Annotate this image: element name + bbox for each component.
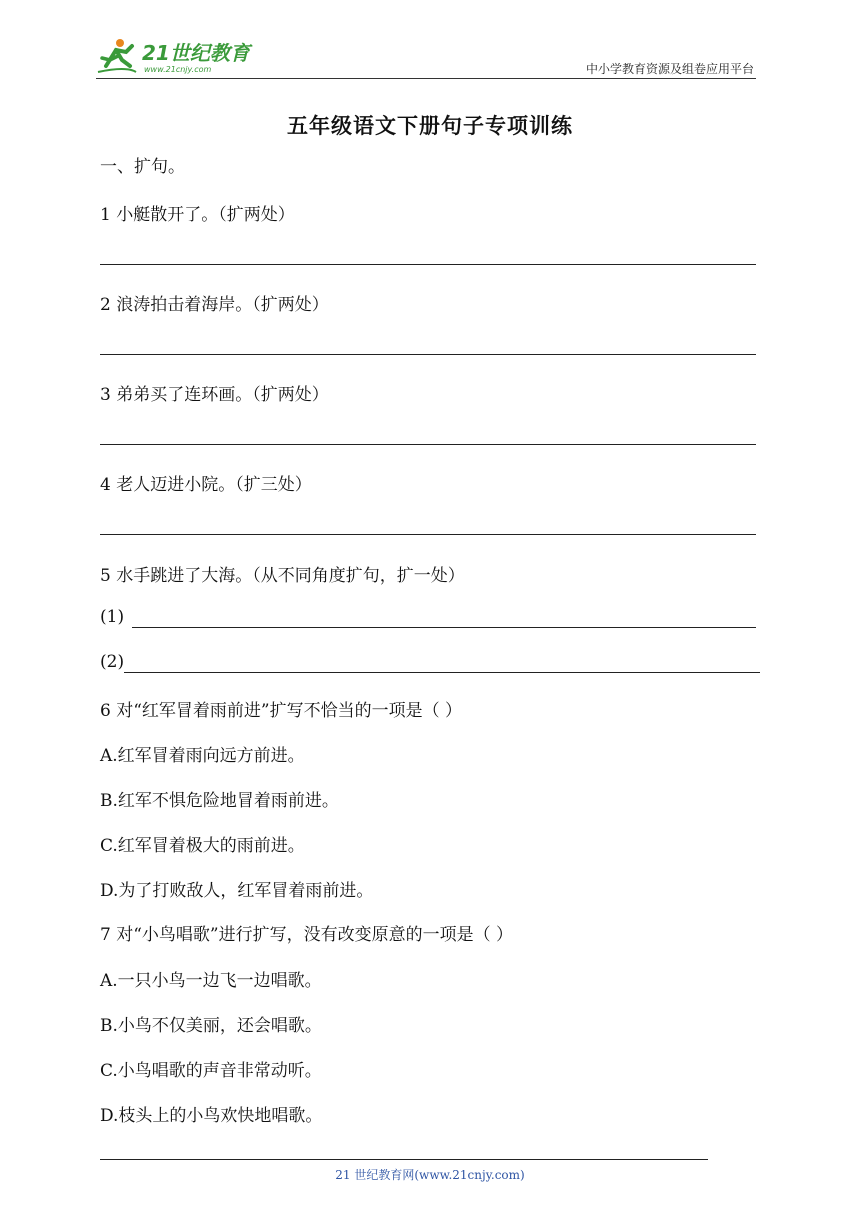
- question-1: 1 小艇散开了。（扩两处）: [100, 205, 295, 225]
- footer-source[interactable]: 21 世纪教育网(www.21cnjy.com): [335, 1168, 525, 1182]
- question-6-option-c[interactable]: C.红军冒着极大的雨前进。: [100, 836, 305, 856]
- question-6: 6 对“红军冒着雨前进”扩写不恰当的一项是（ ）: [100, 701, 463, 721]
- answer-line-4[interactable]: [100, 534, 756, 535]
- answer-line-2[interactable]: [100, 354, 756, 355]
- answer-line-5-2[interactable]: [124, 672, 760, 673]
- question-5-part-2-label: (2): [100, 652, 125, 672]
- section-heading: 一、扩句。: [100, 157, 185, 177]
- brand-logo: [96, 36, 256, 78]
- question-3: 3 弟弟买了连环画。（扩两处）: [100, 385, 329, 405]
- header-tagline: 中小学教育资源及组卷应用平台: [585, 62, 754, 76]
- header-divider: [96, 78, 756, 79]
- question-7-option-a[interactable]: A.一只小鸟一边飞一边唱歌。: [100, 971, 322, 991]
- svg-text:www.21cnjy.com: www.21cnjy.com: [144, 65, 212, 74]
- question-2: 2 浪涛拍击着海岸。（扩两处）: [100, 295, 329, 315]
- question-7-option-c[interactable]: C.小鸟唱歌的声音非常动听。: [100, 1061, 322, 1081]
- question-7: 7 对“小鸟唱歌”进行扩写，没有改变原意的一项是（ ）: [100, 925, 514, 945]
- footer-divider: [100, 1159, 708, 1160]
- answer-line-5-1[interactable]: [132, 627, 756, 628]
- question-6-option-d[interactable]: D.为了打败敌人，红军冒着雨前进。: [100, 881, 374, 901]
- answer-line-1[interactable]: [100, 264, 756, 265]
- page-title: 五年级语文下册句子专项训练: [287, 113, 573, 138]
- question-7-option-d[interactable]: D.枝头上的小鸟欢快地唱歌。: [100, 1106, 323, 1126]
- question-5: 5 水手跳进了大海。（从不同角度扩句，扩一处）: [100, 566, 465, 586]
- question-6-option-b[interactable]: B.红军不惧危险地冒着雨前进。: [100, 791, 339, 811]
- svg-text:21世纪教育: 21世纪教育: [142, 41, 250, 65]
- question-5-part-1-label: (1): [100, 607, 125, 627]
- question-6-option-a[interactable]: A.红军冒着雨向远方前进。: [100, 746, 305, 766]
- question-7-option-b[interactable]: B.小鸟不仅美丽，还会唱歌。: [100, 1016, 322, 1036]
- question-4: 4 老人迈进小院。（扩三处）: [100, 475, 312, 495]
- answer-line-3[interactable]: [100, 444, 756, 445]
